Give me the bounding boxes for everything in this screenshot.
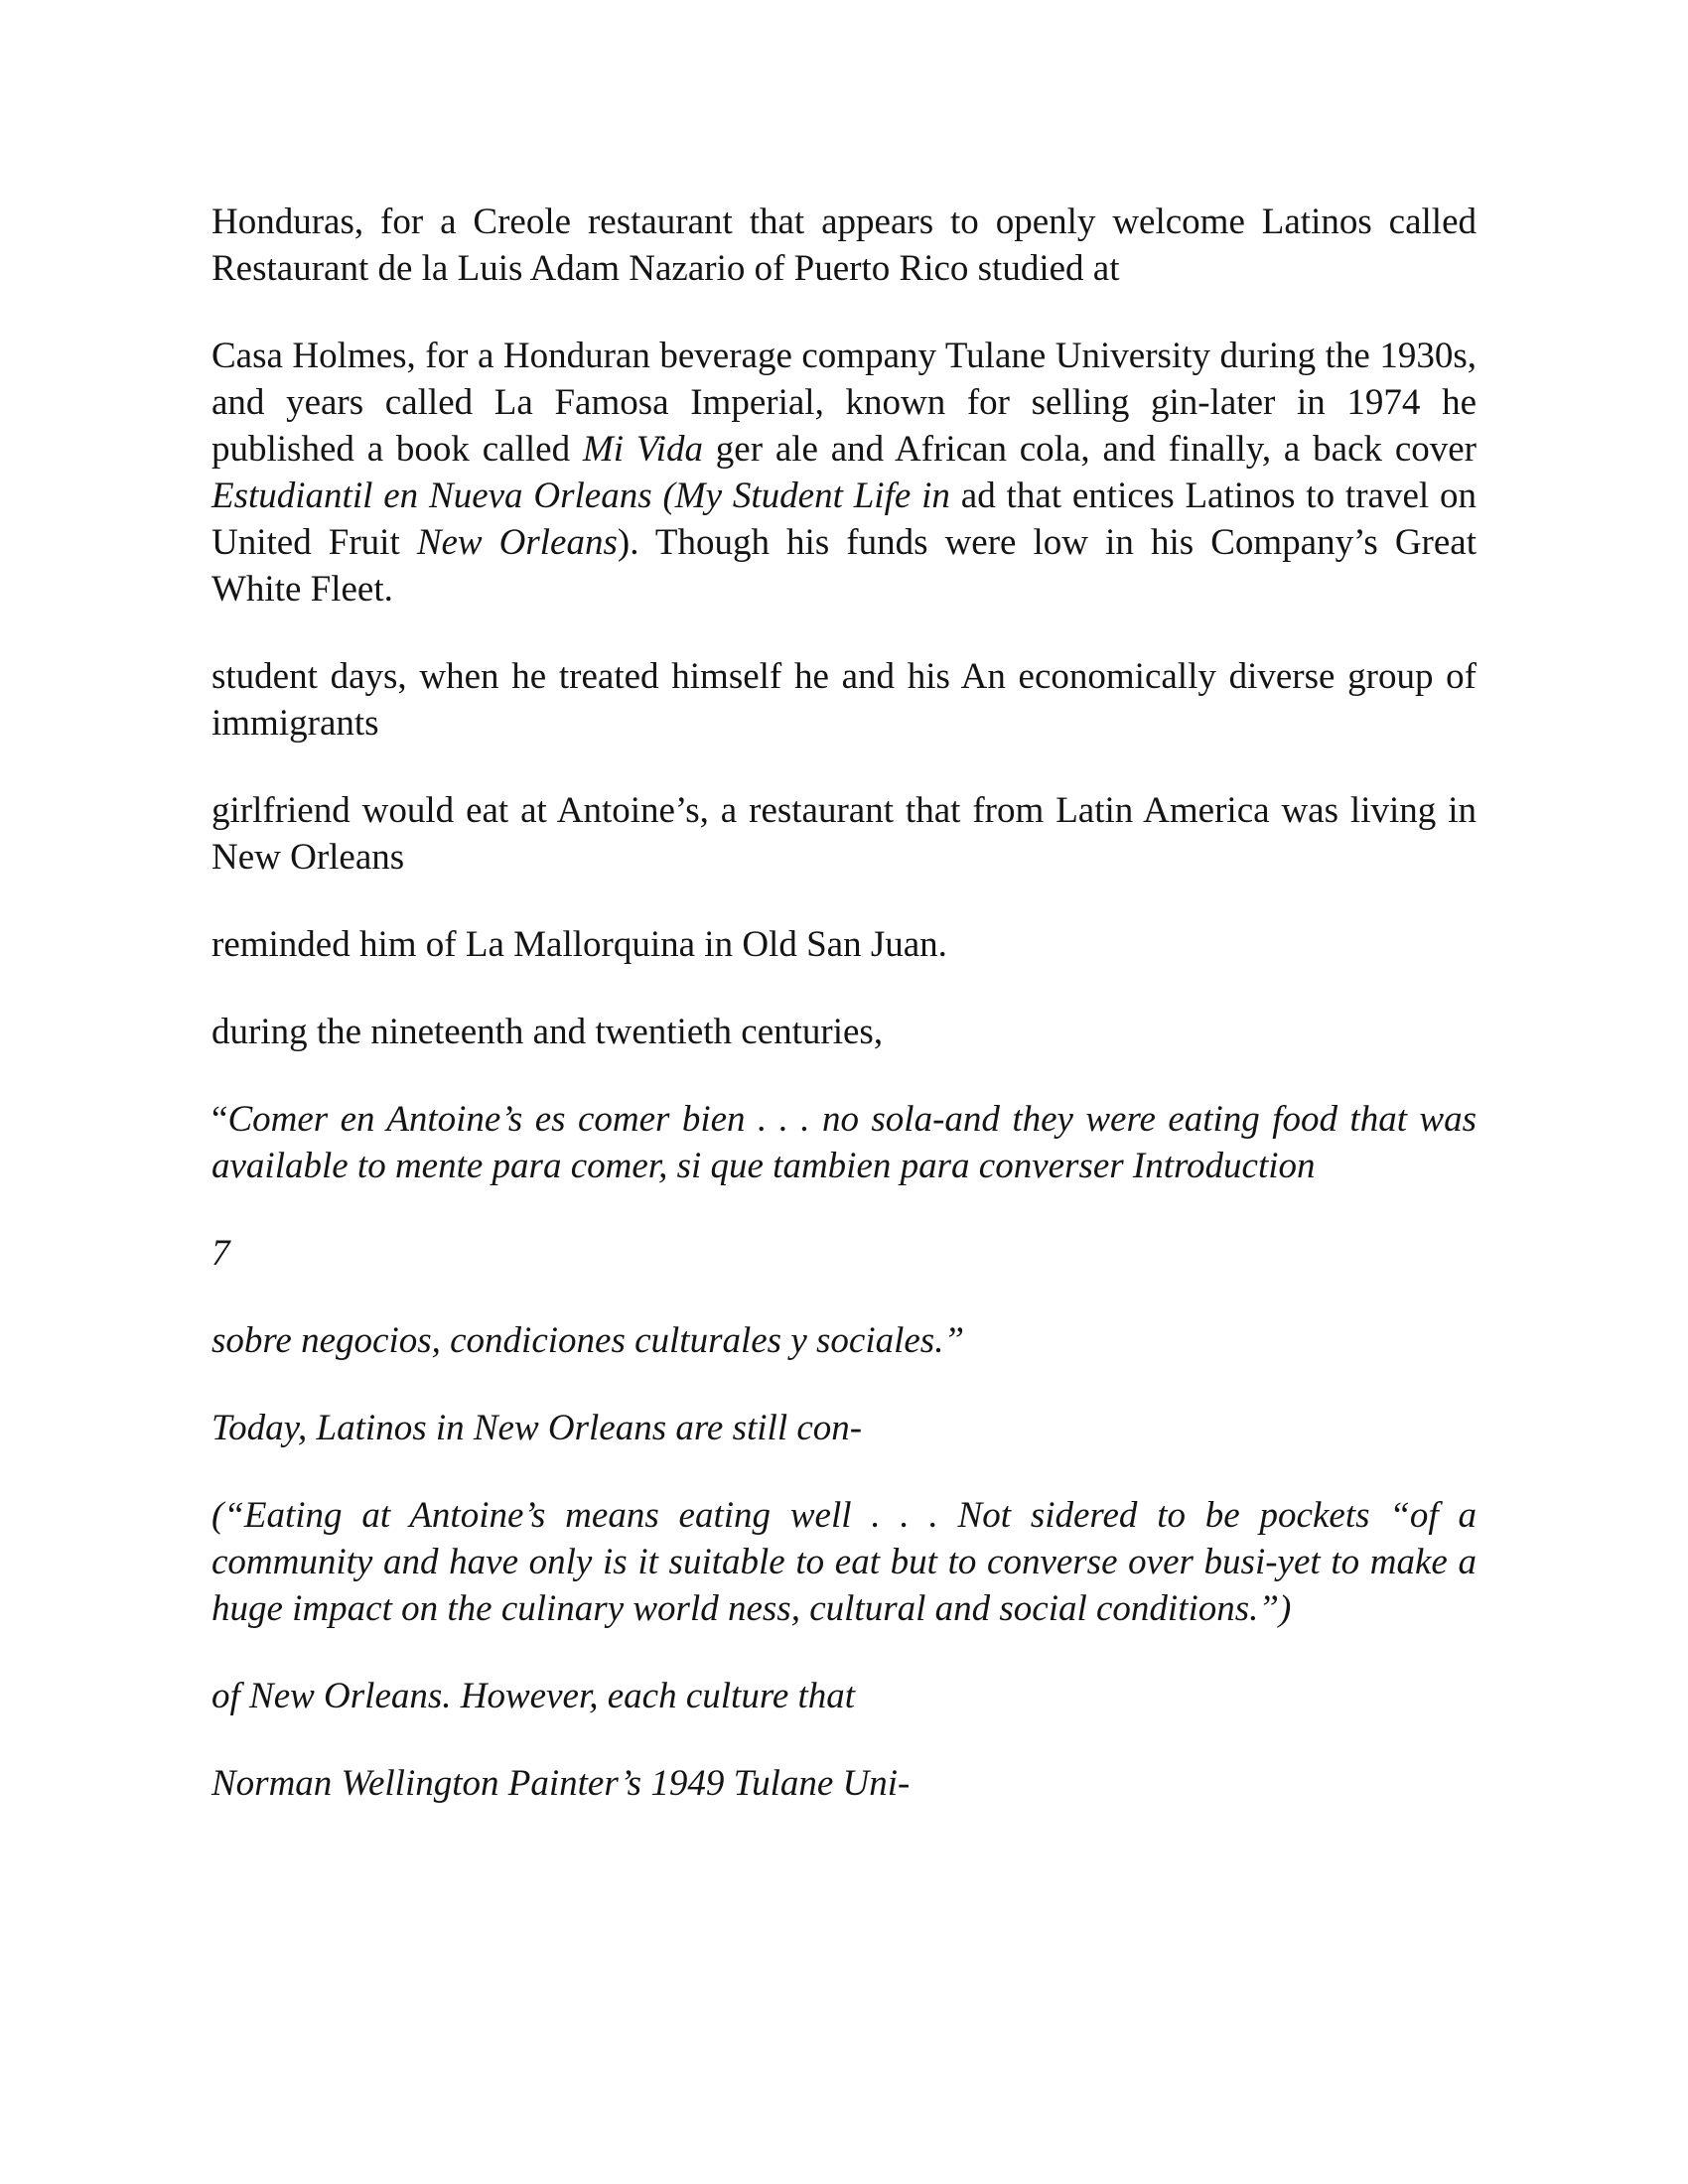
book-title-new-orleans: New Orleans bbox=[416, 522, 618, 563]
text-run: Today, Latinos in New Orleans are still con- bbox=[211, 1408, 863, 1448]
book-title-estudiantil: Estudiantil en Nueva Orleans (My Student Life in bbox=[211, 476, 950, 516]
text-run: ). Though his funds were low in his Company’s Great White Fleet. bbox=[211, 522, 1477, 610]
text-run: (“Eating at Antoine’s means eating well . . . Not sidered to be pockets “of a community and have only is it suitable to eat but to converse over busi-yet to make a huge impact on the culinary world ness, cultural and social conditions.”) bbox=[211, 1495, 1477, 1629]
paragraph-11-translation bbox=[211, 1492, 1477, 1632]
text-run: of New Orleans. However, each culture that bbox=[211, 1676, 856, 1716]
paragraph-2 bbox=[211, 333, 1477, 613]
text-run: Comer en Antoine’s es comer bien . . . no sola-and they were eating food that was available to mente para comer, si que tambien para converser Introduction bbox=[211, 1099, 1477, 1186]
paragraph-10 bbox=[211, 1405, 1477, 1451]
text-run: Norman Wellington Painter’s 1949 Tulane Uni- bbox=[211, 1763, 911, 1804]
book-title-mi-vida: Mi Vida bbox=[582, 429, 703, 470]
open-quote: “ bbox=[211, 1099, 228, 1140]
paragraph-7-quote bbox=[211, 1096, 1477, 1189]
text-run: Honduras, for a Creole restaurant that appears to openly welcome Latinos called Restaurant de la Luis Adam Nazario of Puerto Rico studied at bbox=[211, 202, 1477, 289]
text-run: during the nineteenth and twentieth centuries, bbox=[211, 1012, 884, 1052]
paragraph-3 bbox=[211, 653, 1477, 747]
text-run: student days, when he treated himself he and his An economically diverse group of immigrants bbox=[211, 656, 1477, 744]
text-run: Casa Holmes, for a Honduran beverage company Tulane University during the 1930s, and years called La Famosa Imperial, known for selling gin-later in 1974 he published a book called bbox=[211, 336, 1477, 470]
text-run: sobre negocios, condiciones culturales y sociales.” bbox=[211, 1320, 965, 1361]
paragraph-5 bbox=[211, 921, 1477, 968]
text-run: reminded him of La Mallorquina in Old San Juan. bbox=[211, 924, 947, 965]
text-run: girlfriend would eat at Antoine’s, a restaurant that from Latin America was living in New Orleans bbox=[211, 790, 1477, 878]
page-number bbox=[211, 1230, 1477, 1277]
document-page bbox=[211, 199, 1477, 1847]
paragraph-4 bbox=[211, 787, 1477, 881]
paragraph-13 bbox=[211, 1760, 1477, 1807]
text-run: ad that entices Latinos to travel on United Fruit bbox=[211, 476, 1477, 563]
paragraph-9 bbox=[211, 1317, 1477, 1364]
paragraph-1 bbox=[211, 199, 1477, 292]
paragraph-12 bbox=[211, 1673, 1477, 1719]
paragraph-6 bbox=[211, 1009, 1477, 1055]
text-run: 7 bbox=[211, 1233, 230, 1274]
text-run: ger ale and African cola, and finally, a back cover bbox=[702, 429, 1477, 470]
